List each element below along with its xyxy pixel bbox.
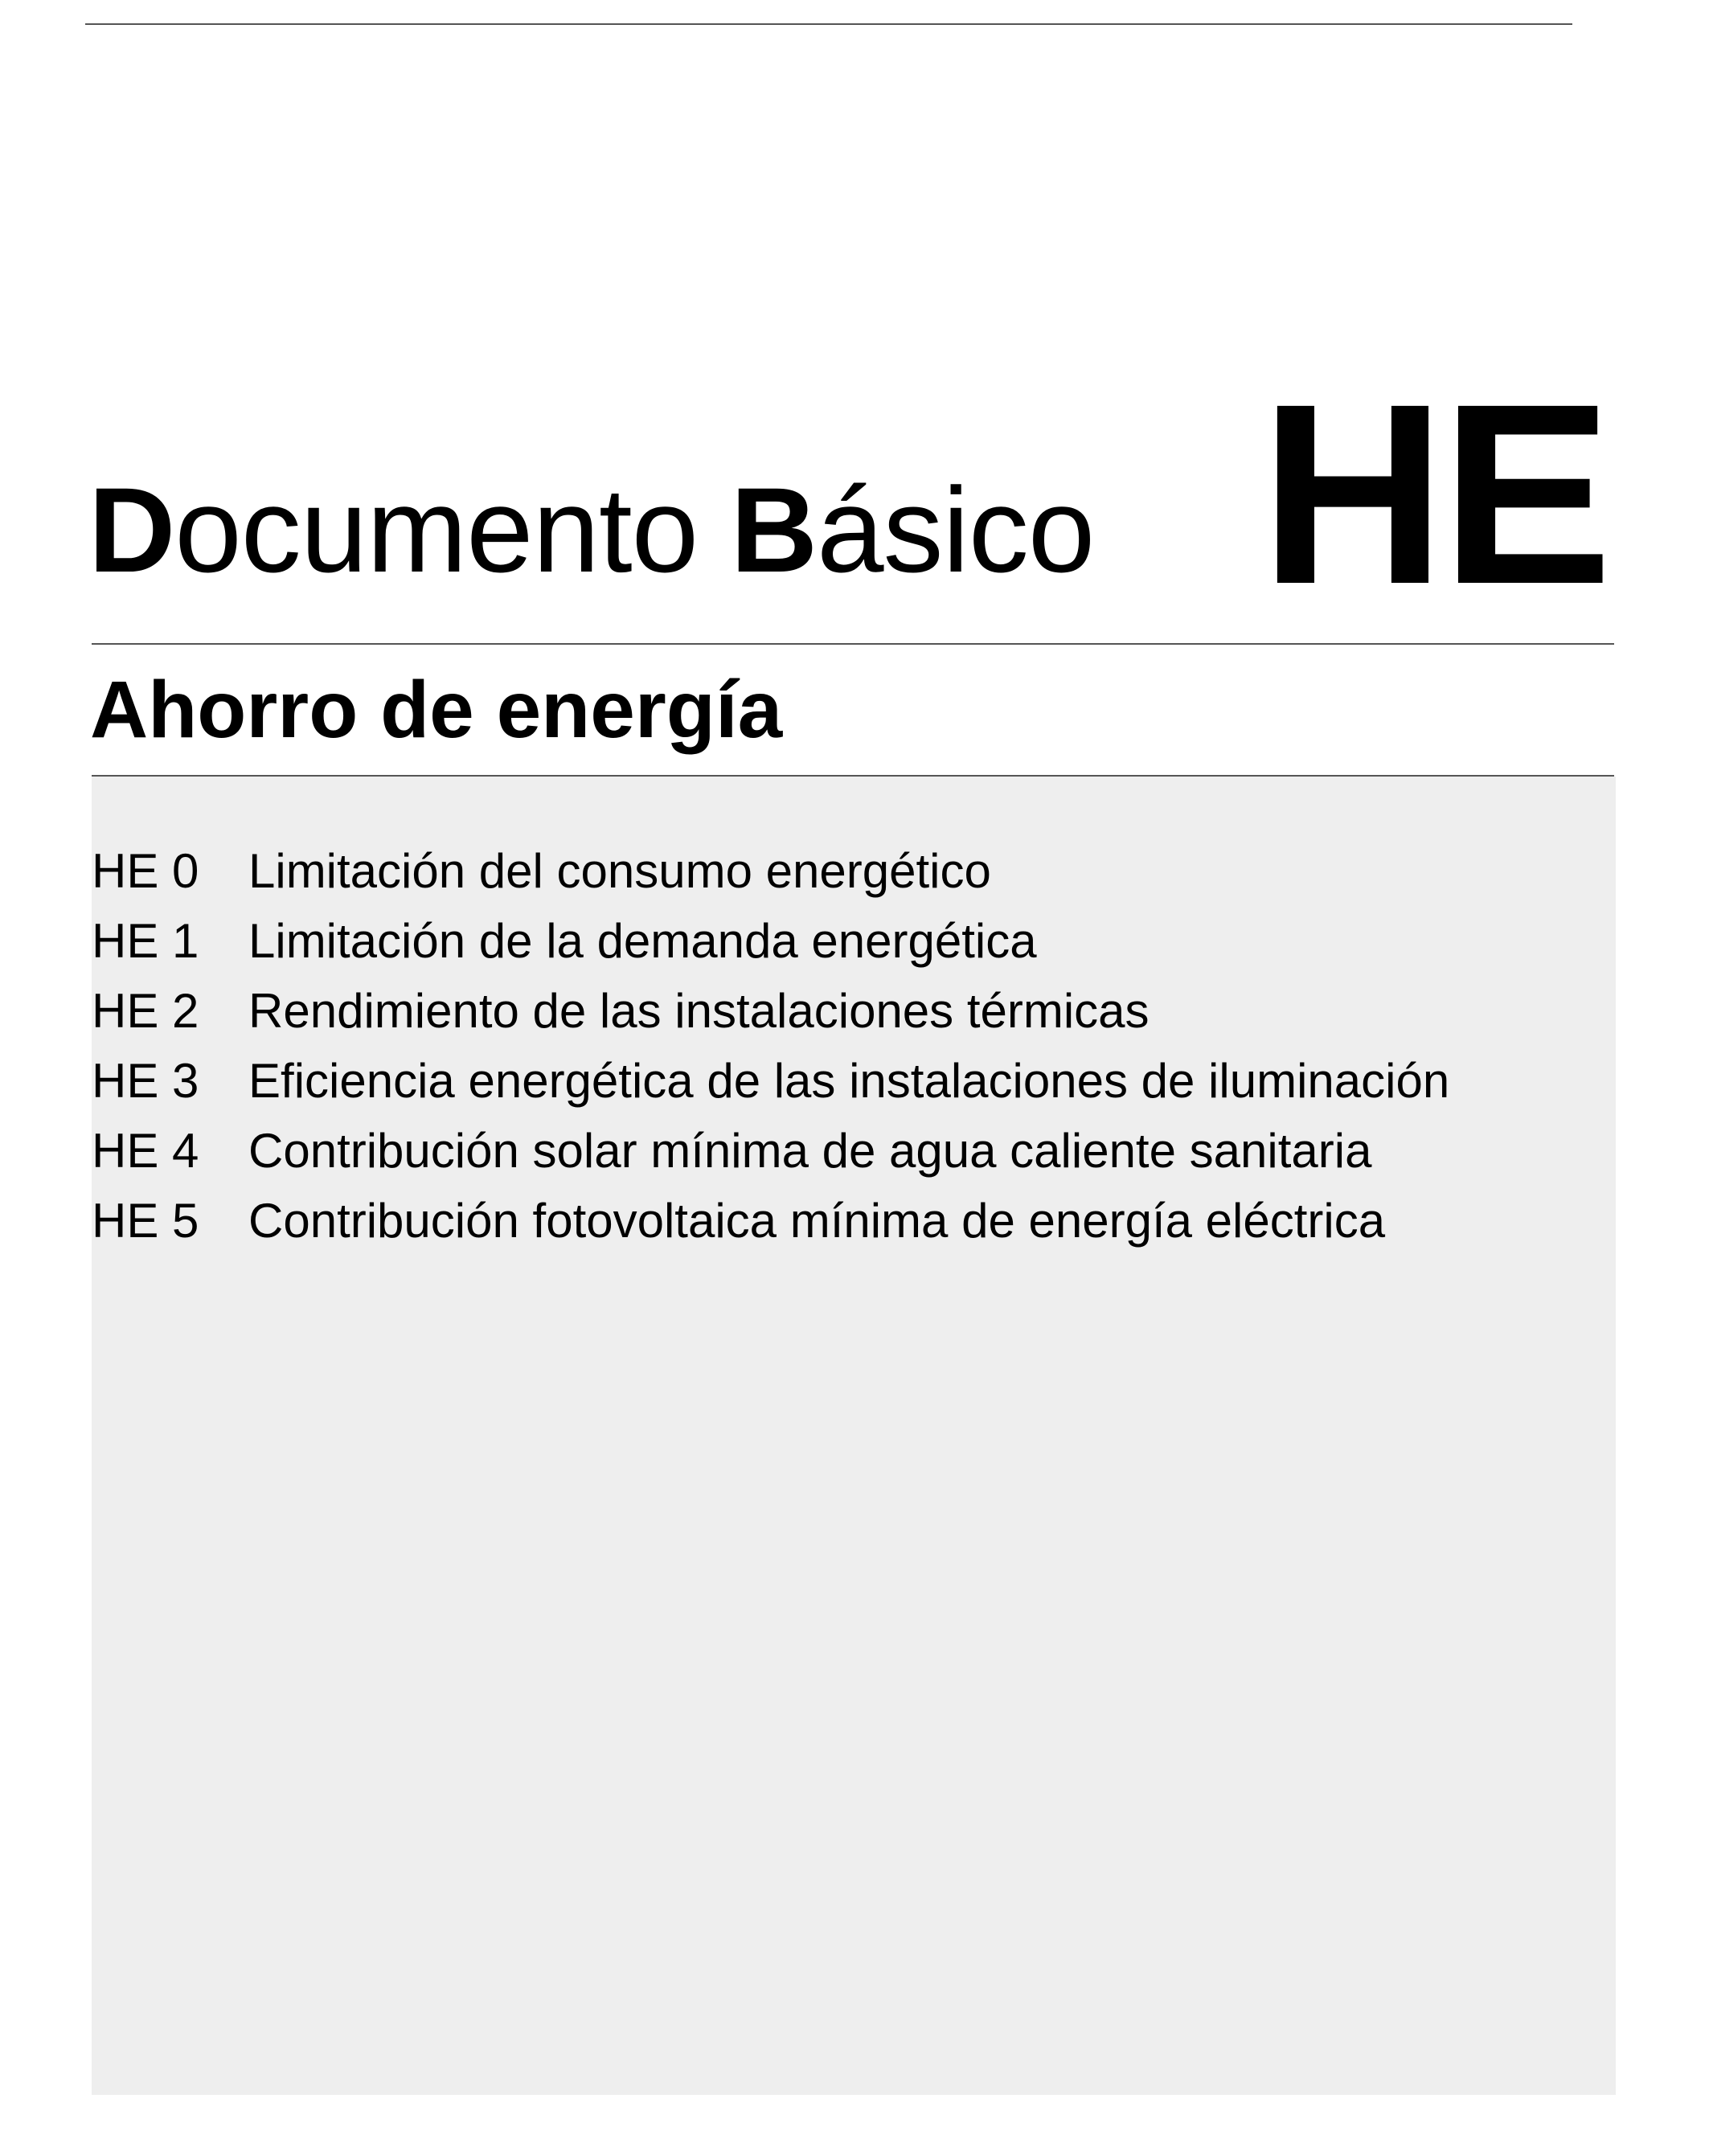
section-title: Contribución solar mínima de agua caliente sanitaria <box>248 1124 1372 1178</box>
section-item-he2 <box>92 976 1449 1046</box>
title-divider <box>92 643 1614 645</box>
section-list <box>92 836 1449 1256</box>
document-subtitle: Ahorro de energía <box>90 665 783 755</box>
section-item-he4 <box>92 1116 1449 1186</box>
section-item-he5 <box>92 1186 1449 1256</box>
document-title <box>88 462 1095 597</box>
title-word-2-rest: ásico <box>817 462 1095 597</box>
section-title: Rendimiento de las instalaciones térmicas <box>248 984 1150 1038</box>
title-initial-d: D <box>88 462 175 597</box>
title-row <box>88 346 1608 637</box>
top-rule <box>85 23 1572 25</box>
section-title: Limitación del consumo energético <box>248 844 991 898</box>
section-item-he1 <box>92 906 1449 976</box>
section-title: Limitación de la demanda energética <box>248 914 1037 968</box>
section-item-he0 <box>92 836 1449 906</box>
section-title: Eficiencia energética de las instalaciones de iluminación <box>248 1054 1450 1108</box>
title-initial-b: B <box>730 462 818 597</box>
section-code: HE 0 <box>92 844 199 898</box>
section-item-he3 <box>92 1046 1449 1116</box>
section-title: Contribución fotovoltaica mínima de energía eléctrica <box>248 1194 1386 1248</box>
section-code: HE 3 <box>92 1054 199 1108</box>
section-code: HE 2 <box>92 984 199 1038</box>
document-code: HE <box>1260 350 1608 637</box>
title-word-1-rest: ocumento <box>174 462 699 597</box>
section-code: HE 5 <box>92 1194 199 1248</box>
section-code: HE 1 <box>92 914 199 968</box>
section-code: HE 4 <box>92 1124 199 1178</box>
